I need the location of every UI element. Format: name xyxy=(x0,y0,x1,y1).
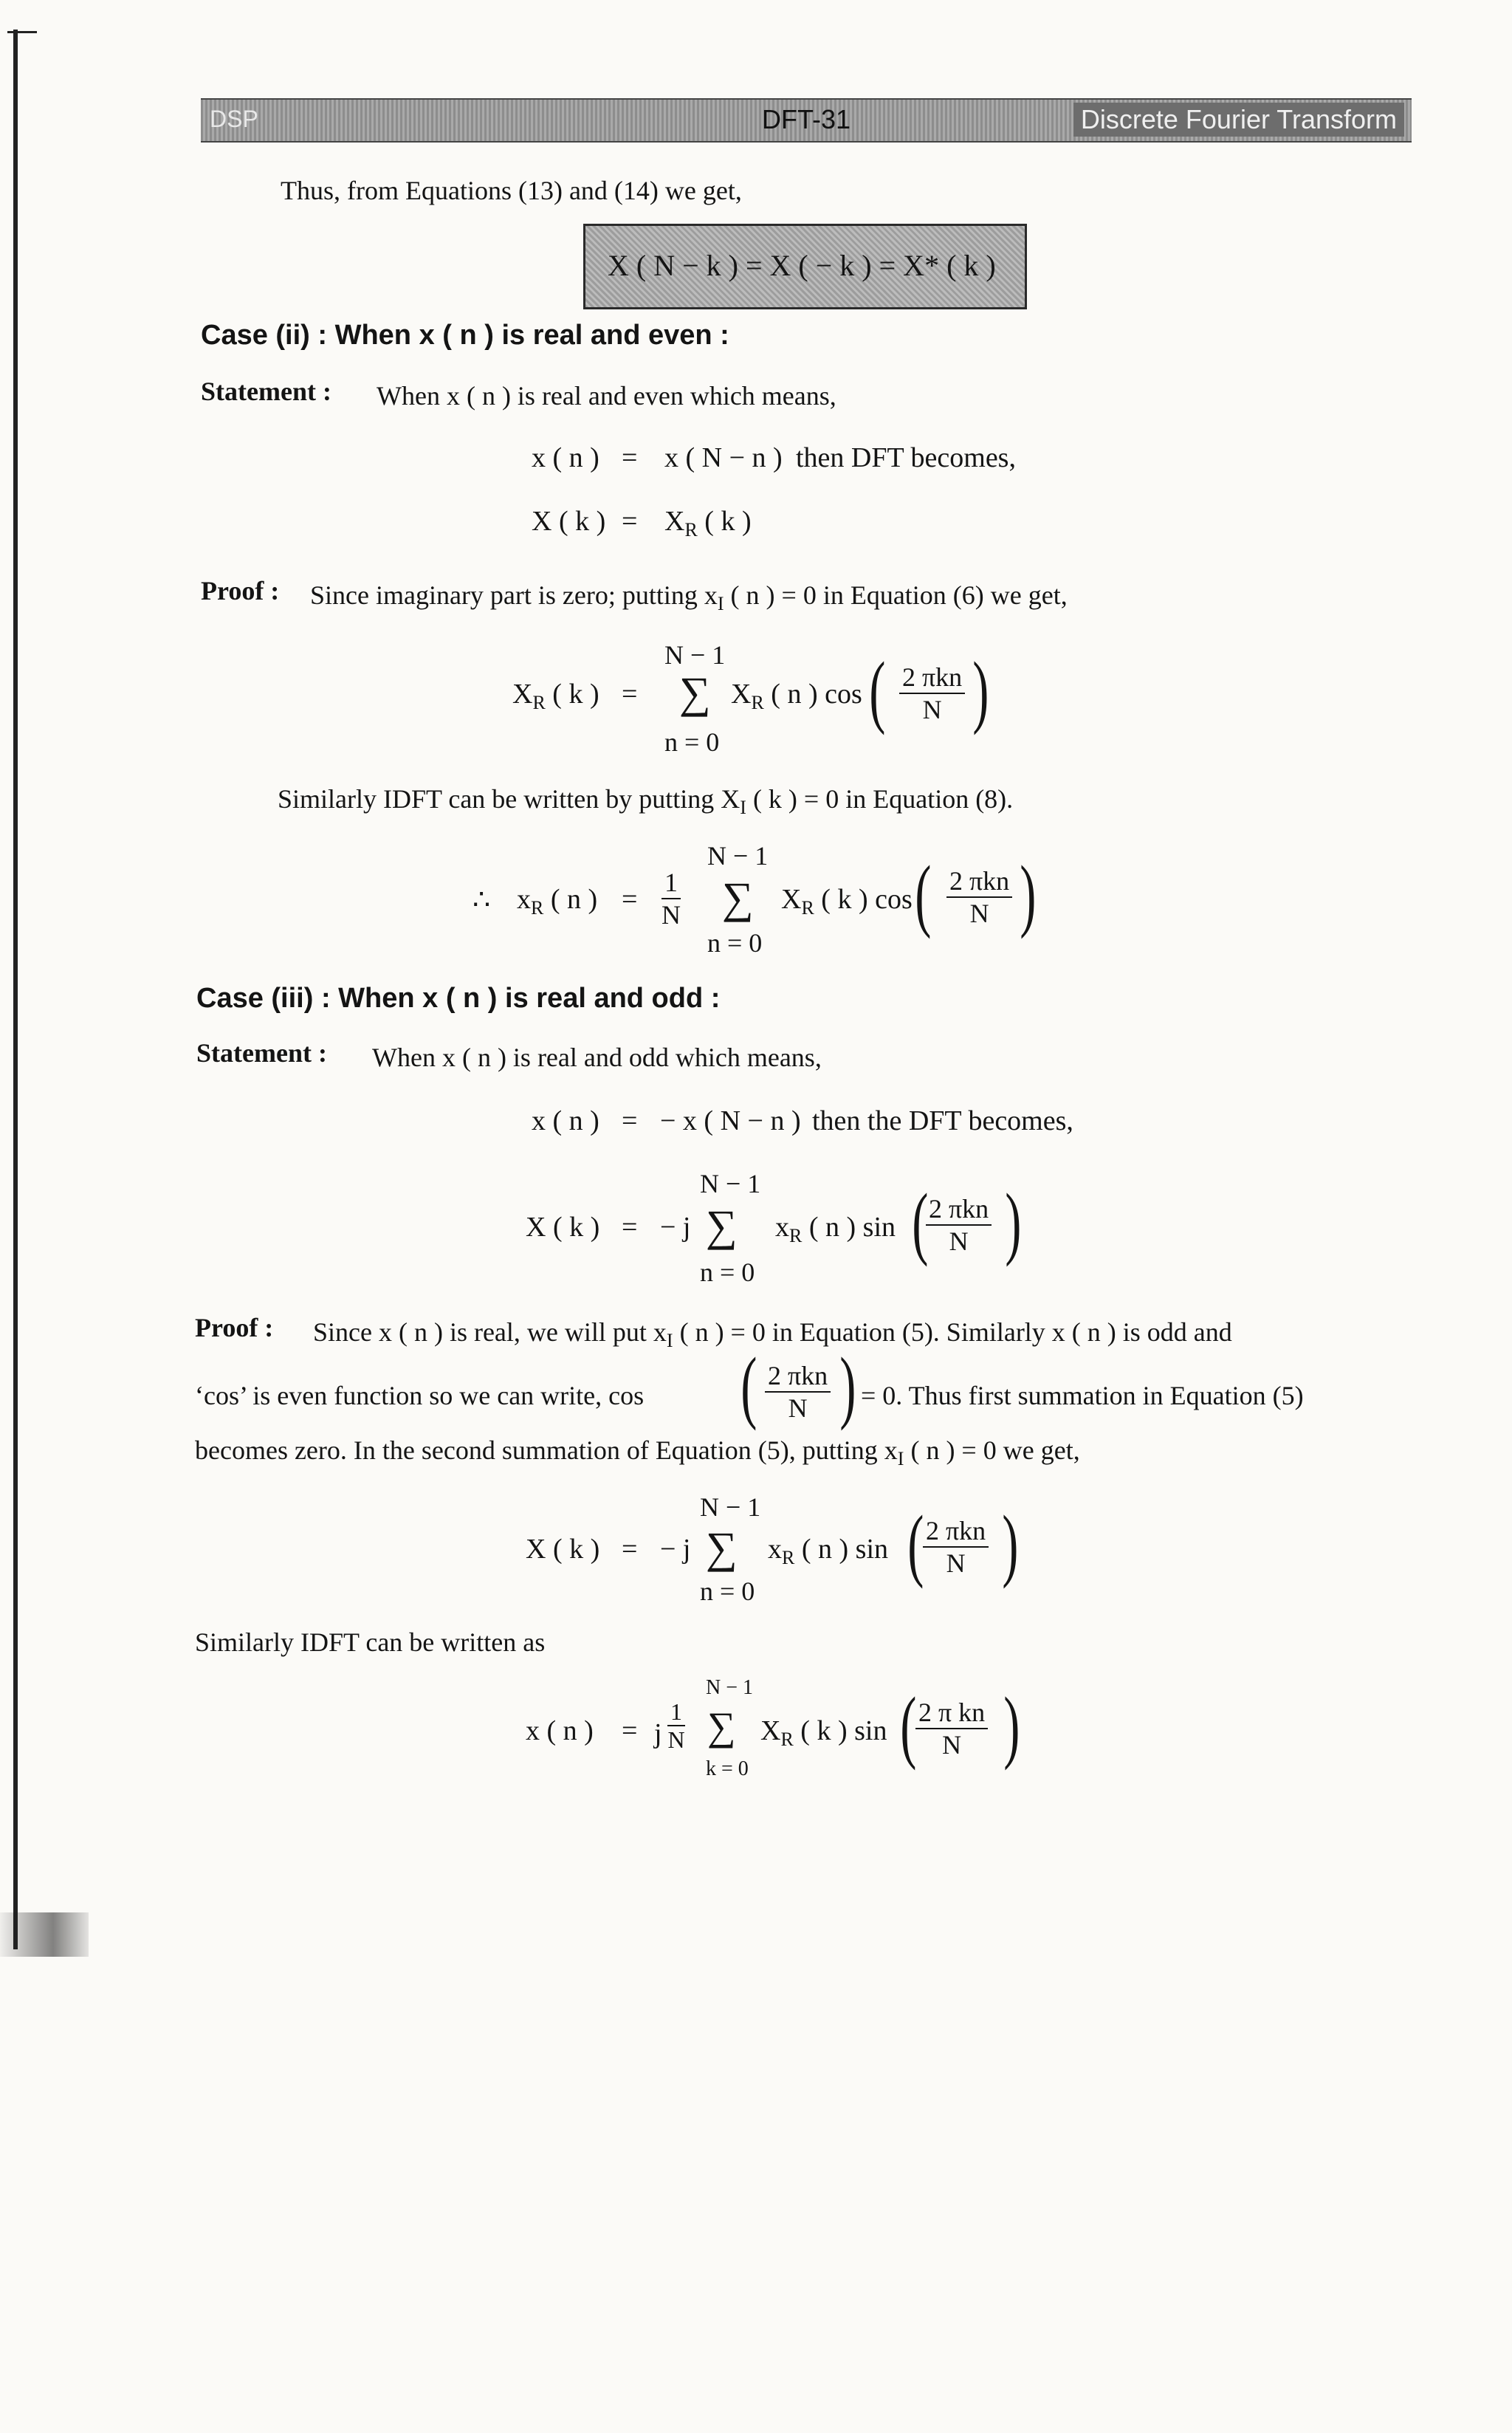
case3-sum-upper: N − 1 xyxy=(700,1492,761,1522)
case3-idft-lparen: ( xyxy=(900,1681,917,1771)
case3-proof-line2a: ‘cos’ is even function so we can write, cos xyxy=(195,1381,645,1410)
case3-dft-term: $x_R$ ( n ) sin xyxy=(775,1212,896,1246)
case2-sum1-rparen: ) xyxy=(972,645,989,735)
header-chapter-title: Discrete Fourier Transform xyxy=(1073,103,1404,137)
boxed-result xyxy=(583,224,1027,309)
case3-inline-rparen: ) xyxy=(839,1341,856,1431)
case3-sum-lower: n = 0 xyxy=(700,1576,755,1606)
binding-shadow xyxy=(0,1912,89,1957)
case3-statement-label: Statement : xyxy=(196,1038,327,1068)
case3-proof-line1: Since x ( n ) is real, we will put $x_I$ ( n ) = 0 in Equation (5). Similarly x ( n ) is odd and xyxy=(313,1317,1232,1351)
case2-proof-label: Proof : xyxy=(201,576,280,605)
case3-idft-term: $X_R$ ( k ) sin xyxy=(760,1715,887,1750)
case2-sum1-lparen: ( xyxy=(869,645,886,735)
case3-eq1-lhs: x ( n ) xyxy=(532,1105,599,1136)
case2-sum1-upper: N − 1 xyxy=(664,640,726,670)
case2-eq1-rhs: x ( N − n ) xyxy=(664,442,783,473)
case3-idft-lower: k = 0 xyxy=(706,1757,749,1780)
case3-sum-term: $x_R$ ( n ) sin xyxy=(768,1534,888,1568)
case3-idft-j: j xyxy=(654,1718,662,1749)
case2-sum2-upper: N − 1 xyxy=(707,841,769,871)
case3-inline-lparen: ( xyxy=(740,1341,757,1431)
case2-eq1-tail: then DFT becomes, xyxy=(796,442,1016,473)
case2-sum2-lparen: ( xyxy=(915,849,932,939)
case2-eq2-lhs: X ( k ) xyxy=(532,506,606,537)
case3-dft-lower: n = 0 xyxy=(700,1257,755,1287)
case3-sum-equals: = xyxy=(622,1534,638,1565)
case3-idft-fraction: $\frac{\text{2 π kn}}{N}$ xyxy=(915,1697,988,1760)
case2-proof-text: Since imaginary part is zero; putting $x_I$ ( n ) = 0 in Equation (6) we get, xyxy=(310,580,1068,614)
case2-idft-text: Similarly IDFT can be written by putting $X_I$ ( k ) = 0 in Equation (8). xyxy=(278,784,1014,818)
page-binding-edge xyxy=(13,30,18,1949)
case3-sum-fraction: 2 πkn N xyxy=(923,1515,989,1579)
case3-dft-neg-j: − j xyxy=(660,1212,691,1243)
case3-idft-one-over-n: $\frac{1}{N}$ xyxy=(667,1698,685,1753)
case2-eq2-equals: = xyxy=(622,506,638,537)
case3-idft-intro: Similarly IDFT can be written as xyxy=(195,1627,546,1657)
case3-dft-rparen: ) xyxy=(1005,1177,1022,1267)
case2-sum2-sigma: ∑ xyxy=(722,874,754,922)
case2-sum2-lower: n = 0 xyxy=(707,928,763,958)
case2-sum1-sigma: ∑ xyxy=(679,668,711,717)
case2-sum2-rparen: ) xyxy=(1020,849,1037,939)
case2-sum1-equals: = xyxy=(622,679,638,710)
case3-eq1-rhs: − x ( N − n ) xyxy=(660,1105,801,1136)
case2-statement-label: Statement : xyxy=(201,377,331,406)
case3-dft-sigma: ∑ xyxy=(706,1201,738,1250)
case3-sum-neg-j: − j xyxy=(660,1534,691,1565)
case3-heading: Case (iii) : When x ( n ) is real and odd : xyxy=(196,983,721,1014)
case2-eq1-equals: = xyxy=(622,442,638,473)
case3-dft-lhs: X ( k ) xyxy=(526,1212,600,1243)
boxed-result-formula: X ( N − k ) = X ( − k ) = X* ( k ) xyxy=(608,249,996,282)
case3-dft-fraction: 2 πkn N xyxy=(926,1193,992,1257)
case3-sum-lparen: ( xyxy=(907,1499,924,1589)
case2-sum1-lhs: $X_R$ ( k ) xyxy=(512,679,599,713)
case3-idft-lhs: x ( n ) xyxy=(526,1715,594,1746)
case3-eq1-tail: then the DFT becomes, xyxy=(812,1105,1073,1136)
case2-therefore: ∴ xyxy=(472,885,491,916)
case3-sum-sigma: ∑ xyxy=(706,1523,738,1572)
case3-sum-rparen: ) xyxy=(1002,1499,1019,1589)
case2-sum1-fraction: 2 πkn N xyxy=(899,662,965,725)
binding-tick xyxy=(7,31,37,33)
case2-sum1-term: $X_R$ ( n ) cos xyxy=(731,679,862,713)
case2-sum1-lower: n = 0 xyxy=(664,727,720,757)
case3-idft-upper: N − 1 xyxy=(706,1676,754,1699)
case3-proof-line2b: = 0. Thus first summation in Equation (5) xyxy=(861,1381,1304,1410)
case3-idft-equals: = xyxy=(622,1715,638,1746)
case3-statement-text: When x ( n ) is real and odd which means, xyxy=(372,1043,822,1072)
case2-sum2-lhs: $x_R$ ( n ) xyxy=(517,884,598,919)
case3-idft-rparen: ) xyxy=(1003,1681,1020,1771)
case3-sum-lhs: X ( k ) xyxy=(526,1534,600,1565)
case2-heading: Case (ii) : When x ( n ) is real and even : xyxy=(201,320,729,351)
case2-sum2-term: $X_R$ ( k ) cos xyxy=(781,884,913,919)
case2-sum2-equals: = xyxy=(622,884,638,915)
case2-eq2-rhs: $X_R$ ( k ) xyxy=(664,506,752,541)
case3-idft-sigma: ∑ xyxy=(707,1704,736,1749)
header-book-code: DSP xyxy=(210,106,258,132)
case2-statement-text: When x ( n ) is real and even which means, xyxy=(377,381,836,411)
case2-eq1-lhs: x ( n ) xyxy=(532,442,599,473)
header-page-number: DFT-31 xyxy=(762,104,851,134)
case3-eq1-equals: = xyxy=(622,1105,638,1136)
case3-dft-upper: N − 1 xyxy=(700,1169,761,1198)
case3-dft-equals: = xyxy=(622,1212,638,1243)
case3-proof-label: Proof : xyxy=(195,1313,274,1342)
case3-dft-lparen: ( xyxy=(912,1177,929,1267)
page-header xyxy=(201,98,1412,143)
case3-inline-fraction: 2 πkn N xyxy=(765,1360,831,1424)
case2-sum2-one-over-n: $\frac{1}{N}$ xyxy=(662,868,681,930)
intro-text: Thus, from Equations (13) and (14) we get, xyxy=(281,176,742,205)
case2-sum2-fraction: 2 πkn N xyxy=(946,865,1012,929)
case3-proof-line3: becomes zero. In the second summation of Equation (5), putting $x_I$ ( n ) = 0 we get, xyxy=(195,1435,1080,1469)
